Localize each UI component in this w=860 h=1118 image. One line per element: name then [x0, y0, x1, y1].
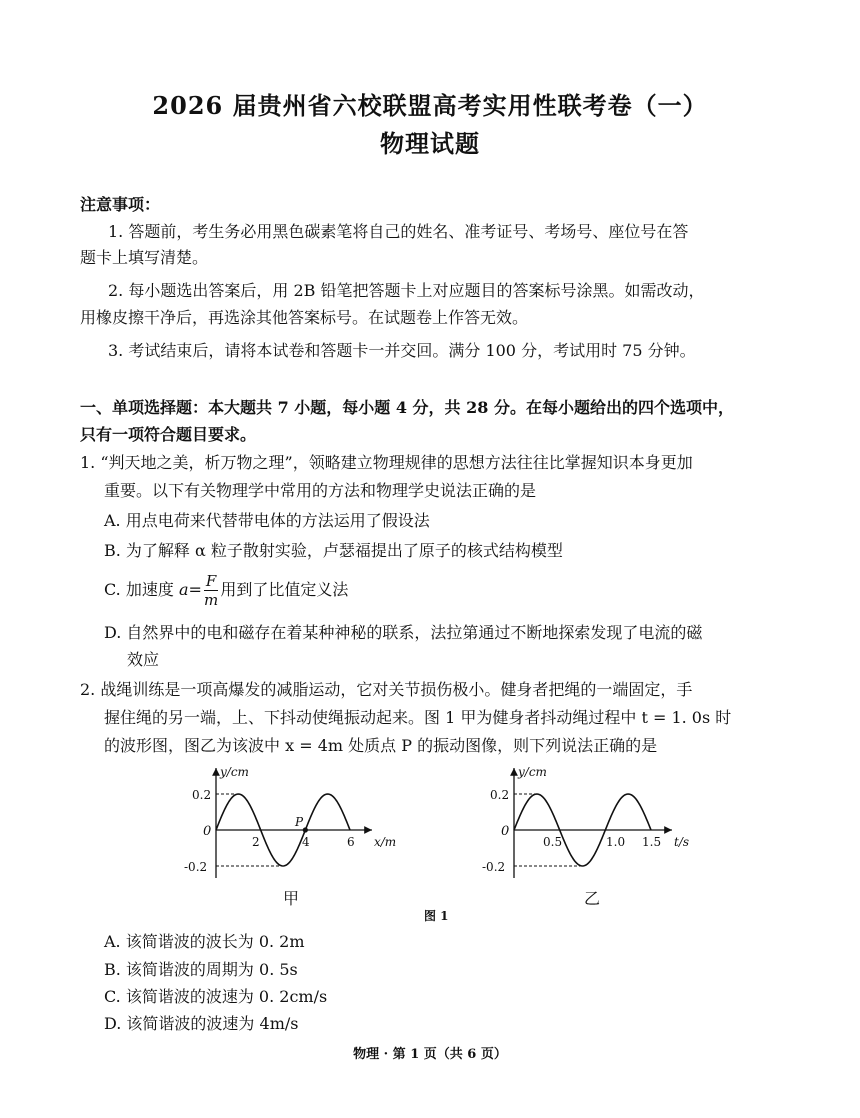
notice-item-2-line-2: 用橡皮擦干净后，再选涂其他答案标号。在试题卷上作答无效。 [80, 308, 529, 327]
wave-graph-jia [184, 765, 396, 908]
x-tick-jia-2: 2 [252, 835, 260, 849]
x-tick-yi-0-5: 0.5 [543, 835, 563, 849]
figure-caption: 图 1 [424, 909, 449, 923]
panel-label-yi: 乙 [584, 889, 601, 908]
q2-option-a: A. 该简谐波的波长为 0. 2m [104, 932, 305, 951]
notice-item-1-line-2: 题卡上填写清楚。 [80, 248, 209, 267]
wave-curve-jia [216, 794, 350, 866]
q2-stem-line-2: 握住绳的另一端，上、下抖动使绳振动起来。图 1 甲为健身者抖动绳过程中 t = 1. 0s 时 [104, 708, 732, 727]
exam-title: 2026 届贵州省六校联盟高考实用性联考卷（一） [152, 91, 708, 120]
fraction-denominator: m [204, 591, 219, 609]
q1-option-d-line-2: 效应 [127, 650, 160, 669]
q1-option-c [104, 572, 804, 609]
q2-option-d: D. 该简谐波的波速为 4m/s [104, 1014, 299, 1033]
x-tick-jia-4: 4 [302, 835, 310, 849]
wave-curve-yi [514, 794, 651, 866]
exam-subtitle: 物理试题 [380, 129, 480, 158]
q1-option-a: A. 用点电荷来代替带电体的方法运用了假设法 [104, 511, 430, 530]
page-footer: 物理 · 第 1 页（共 6 页） [353, 1047, 507, 1062]
q1-stem-line-2: 重要。以下有关物理学中常用的方法和物理学史说法正确的是 [104, 481, 537, 500]
panel-label-jia: 甲 [283, 889, 300, 908]
q2-stem-line-1: 2. 战绳训练是一项高爆发的减脂运动，它对关节损伤极小。健身者把绳的一端固定，手 [80, 680, 693, 699]
q1-option-c-suffix: 用到了比值定义法 [220, 580, 349, 599]
q1-option-c-eq: = [188, 580, 202, 599]
x-label-yi: t/s [674, 835, 690, 849]
q1-option-c-var: a [178, 580, 189, 599]
y-label-jia: y/cm [220, 765, 249, 779]
y-tick-jia-top: 0.2 [192, 788, 212, 802]
y-label-yi: y/cm [518, 765, 547, 779]
y-tick-yi-top: 0.2 [490, 788, 510, 802]
q2-option-c: C. 该简谐波的波速为 0. 2cm/s [104, 987, 328, 1006]
notice-item-1-line-1: 1. 答题前，考生务必用黑色碳素笔将自己的姓名、准考证号、考场号、座位号在答 [108, 222, 689, 241]
q1-option-b: B. 为了解释 α 粒子散射实验，卢瑟福提出了原子的核式结构模型 [104, 541, 563, 560]
q1-stem-line-1: 1. “判天地之美，析万物之理”，领略建立物理规律的思想方法往往比掌握知识本身更加 [80, 453, 693, 472]
x-label-jia: x/m [374, 835, 397, 849]
notice-heading: 注意事项： [80, 195, 161, 214]
origin-jia: 0 [203, 824, 212, 839]
q2-stem-line-3: 的波形图，图乙为该波中 x = 4m 处质点 P 的振动图像，则下列说法正确的是 [104, 736, 658, 755]
x-tick-yi-1-0: 1.0 [606, 835, 626, 849]
notice-item-3: 3. 考试结束后，请将本试卷和答题卡一并交回。满分 100 分，考试用时 75 分钟。 [108, 341, 696, 360]
particle-p-dot [303, 827, 308, 832]
point-label-p: P [295, 815, 304, 829]
q1-option-c-prefix: C. 加速度 [104, 580, 174, 599]
section-heading-line-1: 一、单项选择题：本大题共 7 小题，每小题 4 分，共 28 分。在每小题给出的四个选项中， [80, 398, 734, 417]
x-tick-jia-6: 6 [347, 835, 355, 849]
fraction-numerator: F [205, 572, 217, 590]
y-tick-yi-bottom: -0.2 [482, 860, 506, 874]
y-tick-jia-bottom: -0.2 [184, 860, 208, 874]
q1-option-d-line-1: D. 自然界中的电和磁存在着某种神秘的联系，法拉第通过不断地探索发现了电流的磁 [104, 623, 703, 642]
section-heading-line-2: 只有一项符合题目要求。 [80, 425, 257, 444]
fraction-f-over-m [204, 572, 218, 609]
origin-yi: 0 [501, 824, 510, 839]
q2-option-b: B. 该简谐波的周期为 0. 5s [104, 960, 298, 979]
vibration-graph-yi [482, 765, 689, 908]
notice-item-2-line-1: 2. 每小题选出答案后，用 2B 铅笔把答题卡上对应题目的答案标号涂黑。如需改动， [108, 281, 705, 300]
x-tick-yi-1-5: 1.5 [642, 835, 662, 849]
